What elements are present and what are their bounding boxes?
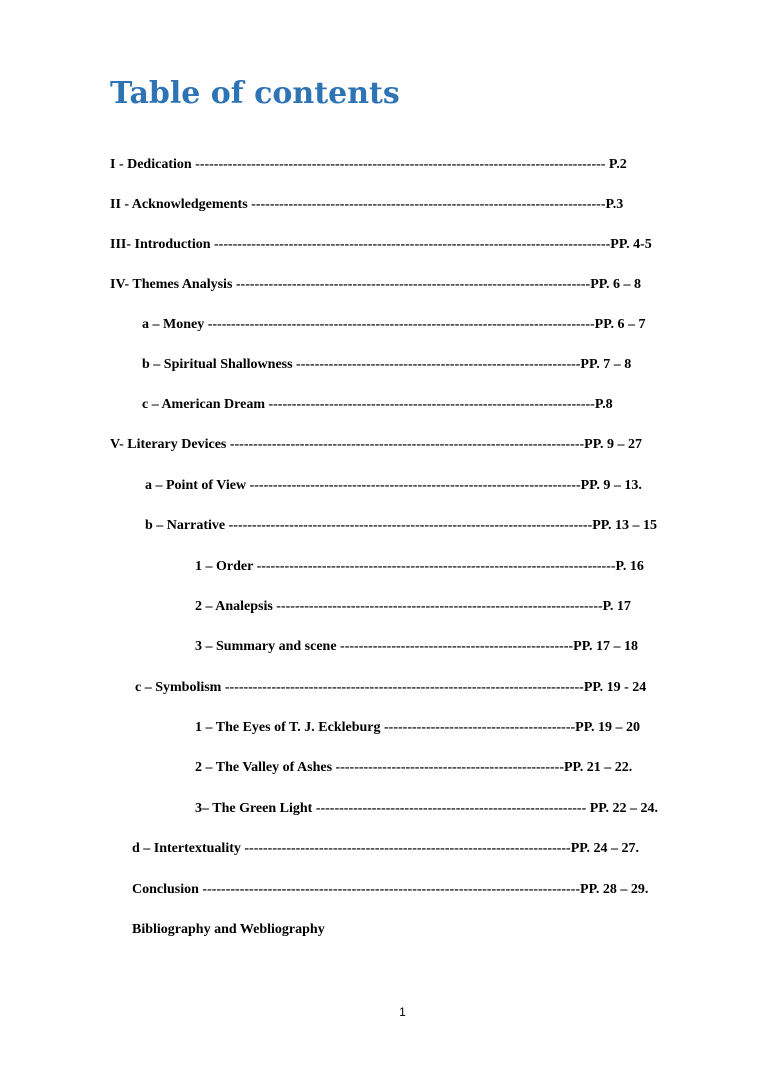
- toc-entry-literary-devices: V- Literary Devices ----------------------------------------------------------------------------PP. 9 – 27: [110, 437, 642, 452]
- toc-entry-american-dream: c – American Dream ----------------------------------------------------------------------P.8: [142, 397, 613, 412]
- toc-entry-point-of-view: a – Point of View -----------------------------------------------------------------------PP. 9 – 13.: [145, 478, 642, 493]
- toc-entry-summary-and-scene: 3 – Summary and scene --------------------------------------------------PP. 17 – 18: [195, 639, 638, 654]
- page-number: 1: [399, 1005, 406, 1019]
- toc-entry-green-light: 3– The Green Light ---------------------------------------------------------- PP. 22 – 24.: [195, 801, 659, 816]
- toc-entry-conclusion: Conclusion ---------------------------------------------------------------------------------PP. 28 – 29.: [132, 882, 649, 897]
- toc-entry-intertextuality: d – Intertextuality ----------------------------------------------------------------------PP. 24 – 27.: [132, 841, 640, 856]
- toc-entry-narrative: b – Narrative ------------------------------------------------------------------------------PP. 13 – 15: [145, 518, 658, 533]
- toc-entry-valley-of-ashes: 2 – The Valley of Ashes -------------------------------------------------PP. 21 – 22.: [195, 760, 633, 775]
- toc-entry-symbolism: c – Symbolism -----------------------------------------------------------------------------PP. 19 - 24: [135, 680, 647, 695]
- toc-entry-bibliography: Bibliography and Webliography: [132, 922, 325, 937]
- toc-entry-introduction: III- Introduction -------------------------------------------------------------------------------------PP. 4-5: [110, 237, 652, 252]
- page-title: Table of contents: [110, 76, 400, 111]
- toc-entry-acknowledgements: II - Acknowledgements ----------------------------------------------------------------------------P.3: [110, 197, 624, 212]
- toc-entry-order: 1 – Order -----------------------------------------------------------------------------P. 16: [195, 559, 644, 574]
- toc-entry-analepsis: 2 – Analepsis ----------------------------------------------------------------------P. 17: [195, 599, 631, 614]
- toc-entry-spiritual-shallowness: b – Spiritual Shallowness -------------------------------------------------------------PP. 7 – 8: [142, 357, 632, 372]
- toc-entry-money: a – Money -----------------------------------------------------------------------------------PP. 6 – 7: [142, 317, 646, 332]
- toc-entry-themes-analysis: IV- Themes Analysis ----------------------------------------------------------------------------PP. 6 – 8: [110, 277, 642, 292]
- toc-entry-dedication: I - Dedication ---------------------------------------------------------------------------------------- P.2: [110, 157, 627, 172]
- toc-entry-eyes-of-eckleburg: 1 – The Eyes of T. J. Eckleburg -----------------------------------------PP. 19 – 20: [195, 720, 640, 735]
